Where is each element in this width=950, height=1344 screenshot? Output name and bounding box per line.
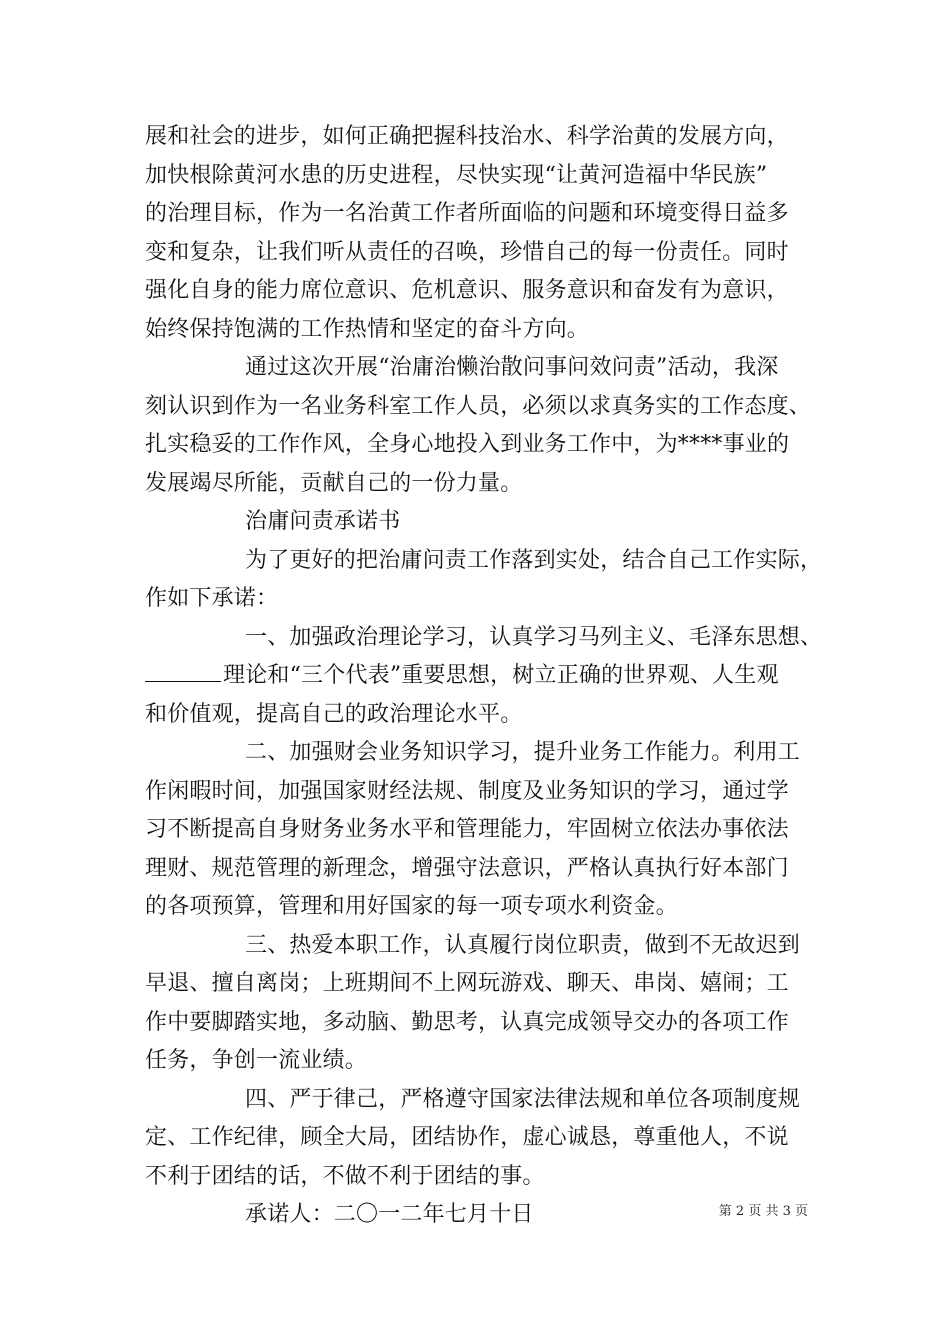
document-body: [145, 118, 825, 1235]
text-line: 习不断提高自身财务业务水平和管理能力，牢固树立依法办事依法: [145, 817, 789, 842]
text-line: 刻认识到作为一名业务科室工作人员，必须以求真务实的工作态度、: [145, 393, 812, 419]
text-line: 和价值观，提高自己的政治理论水平。: [145, 701, 523, 727]
section-title: 治庸问责承诺书: [245, 509, 401, 534]
paragraph-start: 通过这次开展“治庸治懒治散问事问效问责”活动，我深: [245, 355, 779, 380]
text-line: 作如下承诺：: [145, 586, 279, 611]
page-number-footer: 第 2 页 共 3 页: [718, 1204, 808, 1219]
text-line: 作闲暇时间，加强国家财经法规、制度及业务知识的学习，通过学: [145, 778, 789, 804]
text-line: 展和社会的进步，如何正确把握科技治水、科学治黄的发展方向，: [145, 124, 789, 149]
text-line: 任务，争创一流业绩。: [145, 1048, 368, 1073]
text-line: 始终保持饱满的工作热情和坚定的奋斗方向。: [145, 316, 590, 342]
text-line: 扎实稳妥的工作作风，全身心地投入到业务工作中，为****事业的: [145, 432, 790, 457]
text-line: 加快根除黄河水患的历史进程，尽快实现“让黄河造福中华民族”: [145, 162, 768, 188]
text-line: 发展竭尽所能，贡献自己的一份力量。: [145, 470, 523, 496]
text-line: 变和复杂，让我们听从责任的召唤，珍惜自己的每一份责任。同时: [145, 239, 789, 265]
text-fragment: 理论和“三个代表”重要思想，树立正确的世界观、人生观: [223, 663, 779, 688]
signature-line: 承诺人：二〇一二年七月十日: [245, 1202, 534, 1227]
text-line: 不利于团结的话，不做不利于团结的事。: [145, 1163, 545, 1189]
text-line: 作中要脚踏实地，多动脑、勤思考，认真完成领导交办的各项工作: [145, 1009, 789, 1035]
paragraph-start: 为了更好的把治庸问责工作落到实处，结合自己工作实际，: [245, 547, 823, 573]
paragraph-start: 三、热爱本职工作，认真履行岗位职责，做到不无故迟到: [245, 932, 801, 958]
text-line: 的治理目标，作为一名治黄工作者所面临的问题和环境变得日益多: [145, 201, 789, 226]
text-line: 理财、规范管理的新理念，增强守法意识，严格认真执行好本部门: [145, 855, 789, 881]
text-line-with-blank: [145, 657, 825, 696]
text-line: 的各项预算，管理和用好国家的每一项专项水利资金。: [145, 894, 678, 919]
paragraph-start: 四、严于律己，严格遵守国家法律法规和单位各项制度规: [245, 1086, 801, 1112]
paragraph-start: 一、加强政治理论学习，认真学习马列主义、毛泽东思想、: [245, 624, 823, 650]
text-line: 早退、擅自离岗；上班期间不上网玩游戏、聊天、串岗、嬉闹；工: [145, 971, 789, 996]
text-line: 强化自身的能力席位意识、危机意识、服务意识和奋发有为意识，: [145, 278, 789, 303]
text-line: 定、工作纪律，顾全大局，团结协作，虚心诚恳，尊重他人，不说: [145, 1125, 789, 1150]
paragraph-start: 二、加强财会业务知识学习，提升业务工作能力。利用工: [245, 740, 801, 765]
fill-in-blank: [145, 659, 221, 682]
